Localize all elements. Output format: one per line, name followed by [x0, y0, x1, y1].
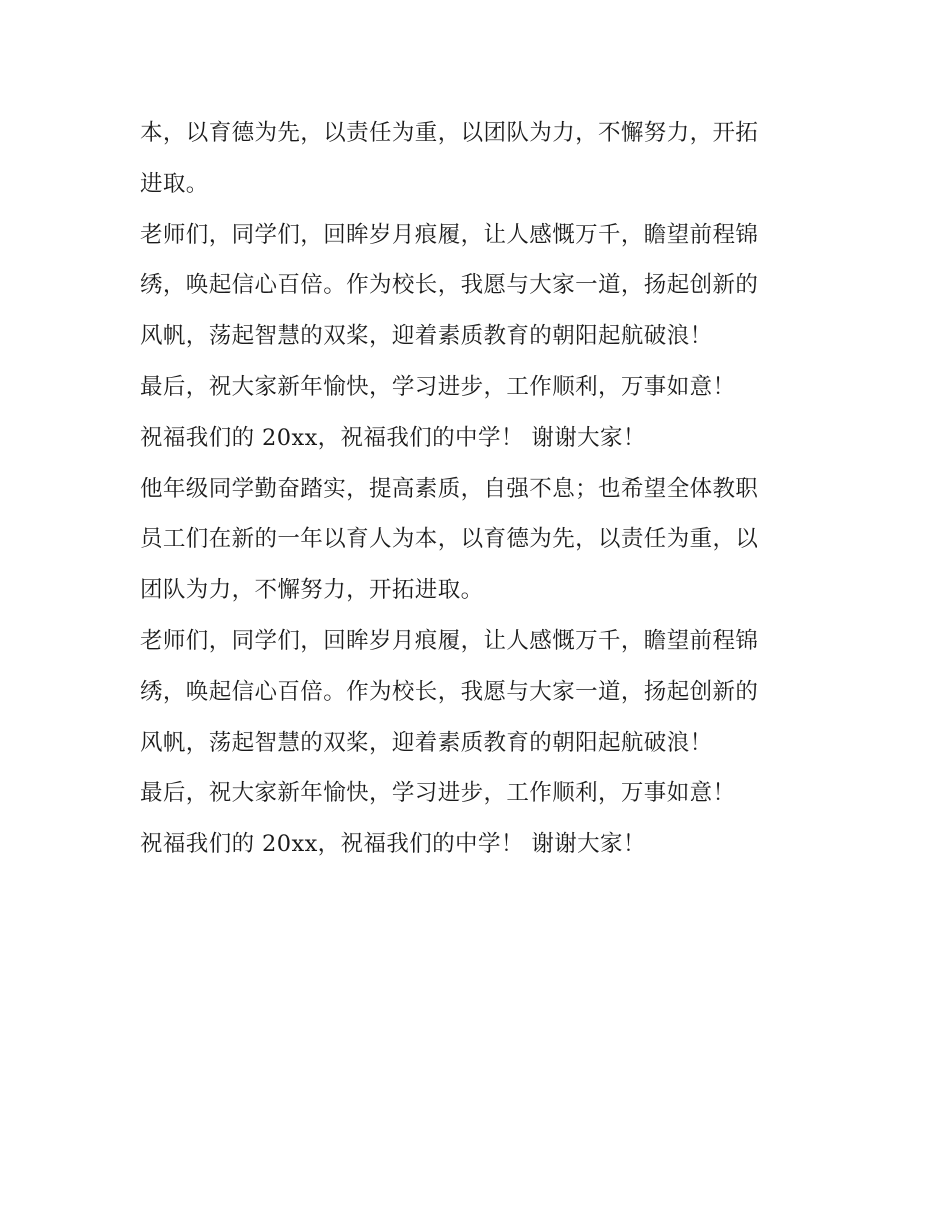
text-line: 绣，唤起信心百倍。作为校长，我愿与大家一道，扬起创新的 [140, 678, 759, 705]
text-line: 他年级同学勤奋踏实，提高素质，自强不息；也希望全体教职 [140, 475, 759, 502]
text-line: 最后，祝大家新年愉快，学习进步，工作顺利，万事如意！ [140, 780, 736, 807]
text-line: 员工们在新的一年以育人为本，以育德为先，以责任为重，以 [140, 526, 759, 553]
text-line: 绣，唤起信心百倍。作为校长，我愿与大家一道，扬起创新的 [140, 272, 759, 299]
text-line: 进取。 [140, 170, 209, 197]
text-line: 祝福我们的 20xx，祝福我们的中学！ 谢谢大家！ [140, 831, 646, 858]
text-line: 风帆，荡起智慧的双桨，迎着素质教育的朝阳起航破浪！ [140, 729, 713, 756]
text-line: 本，以育德为先，以责任为重，以团队为力，不懈努力，开拓 [140, 120, 759, 146]
text-line: 风帆，荡起智慧的双桨，迎着素质教育的朝阳起航破浪！ [140, 323, 713, 350]
text-line: 老师们，同学们，回眸岁月痕履，让人感慨万千，瞻望前程锦 [140, 221, 759, 248]
text-line: 团队为力，不懈努力，开拓进取。 [140, 577, 484, 604]
text-line: 老师们，同学们，回眸岁月痕履，让人感慨万千，瞻望前程锦 [140, 627, 759, 654]
text-line: 祝福我们的 20xx，祝福我们的中学！ 谢谢大家！ [140, 424, 646, 451]
body-text [140, 108, 820, 870]
text-line: 最后，祝大家新年愉快，学习进步，工作顺利，万事如意！ [140, 373, 736, 400]
